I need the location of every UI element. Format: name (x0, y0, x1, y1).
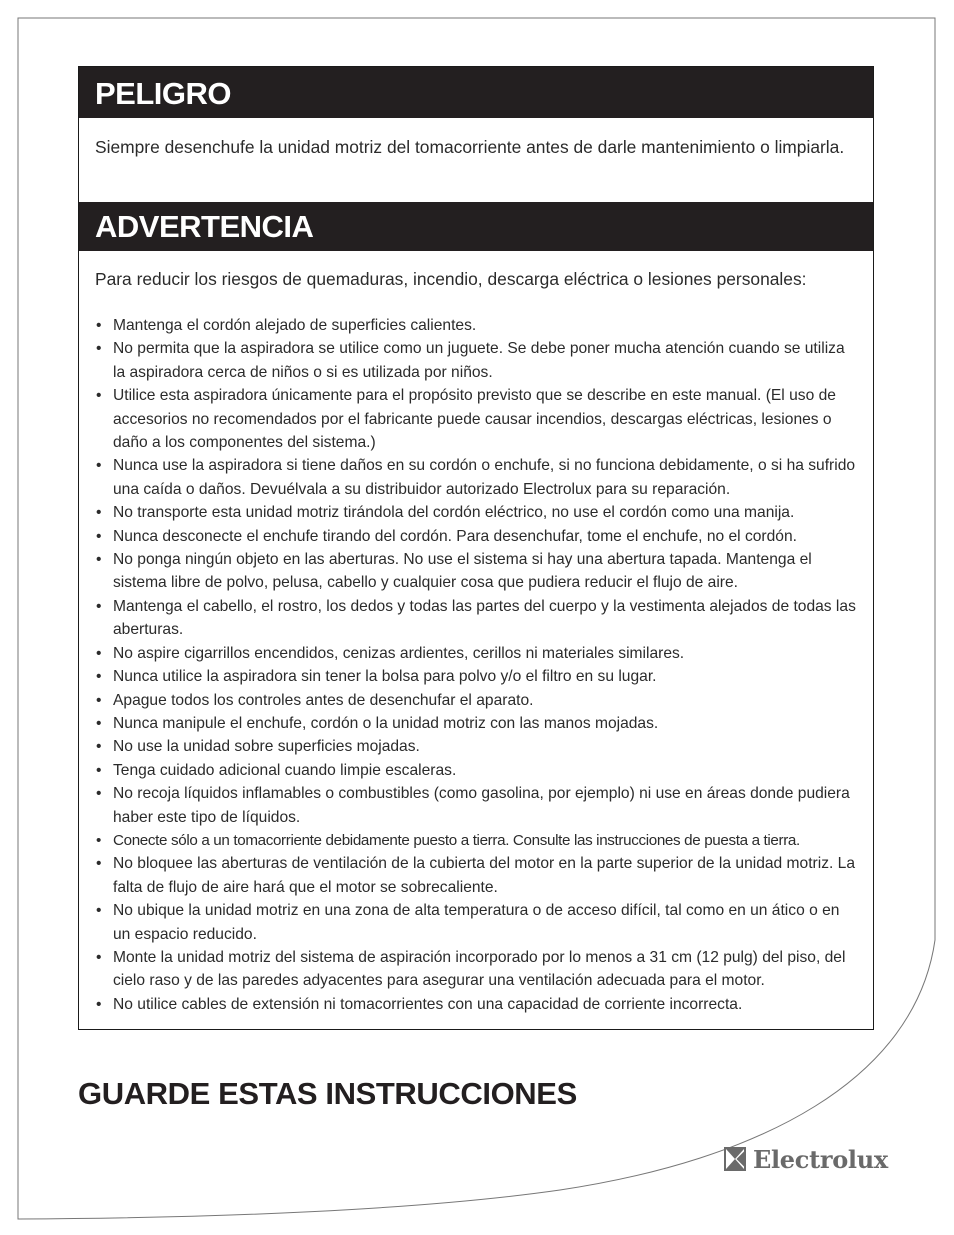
brand-name: Electrolux (753, 1144, 888, 1174)
list-item: • Monte la unidad motriz del sistema de aspiración incorporado por lo menos a 31 cm (12 pulg) del piso, del cielo raso y de las paredes adyacentes para asegurar una ventilación adecuada para el motor. (95, 946, 859, 993)
list-item: • Mantenga el cabello, el rostro, los dedos y todas las partes del cuerpo y la vestimenta alejados de todas las aberturas. (95, 595, 859, 642)
warning-heading: ADVERTENCIA (79, 202, 873, 251)
list-item: • No aspire cigarrillos encendidos, cenizas ardientes, cerillos ni materiales similares. (95, 642, 859, 665)
list-item: • Nunca use la aspiradora si tiene daños en su cordón o enchufe, si no funciona debidamente, o si ha sufrido una caída o daños. Devuélvala a su distribuidor autorizado Electrolux para su reparación. (95, 454, 859, 501)
list-item: • No ponga ningún objeto en las aberturas. No use el sistema si hay una abertura tapada. Mantenga el sistema libre de polvo, pelusa, cabello y cualquier cosa que pudiera reducir el flujo de aire. (95, 548, 859, 595)
list-item: • Nunca desconecte el enchufe tirando del cordón. Para desenchufar, tome el enchufe, no el cordón. (95, 525, 859, 548)
warning-intro: Para reducir los riesgos de quemaduras, incendio, descarga eléctrica o lesiones personales: (95, 269, 807, 289)
list-item: • No recoja líquidos inflamables o combustibles (como gasolina, por ejemplo) ni use en áreas donde pudiera haber este tipo de líquidos. (95, 782, 859, 829)
list-item: • No transporte esta unidad motriz tirándola del cordón eléctrico, no use el cordón como una manija. (95, 501, 859, 524)
list-item: • No use la unidad sobre superficies mojadas. (95, 735, 859, 758)
danger-text: Siempre desenchufe la unidad motriz del tomacorriente antes de darle mantenimiento o limpiarla. (95, 137, 845, 157)
list-item: • Nunca manipule el enchufe, cordón o la unidad motriz con las manos mojadas. (95, 712, 859, 735)
electrolux-logo (724, 1145, 888, 1173)
list-item: • No permita que la aspiradora se utilice como un juguete. Se debe poner mucha atención cuando se utiliza la aspiradora cerca de niños o si es utilizada por niños. (95, 337, 859, 384)
list-item: • Conecte sólo a un tomacorriente debidamente puesto a tierra. Consulte las instrucciones de puesta a tierra. (95, 829, 859, 852)
safety-notice-box (78, 66, 874, 1030)
list-item: • No bloquee las aberturas de ventilación de la cubierta del motor en la parte superior de la unidad motriz. La falta de flujo de aire hará que el motor se sobrecaliente. (95, 852, 859, 899)
list-item: • Nunca utilice la aspiradora sin tener la bolsa para polvo y/o el filtro en su lugar. (95, 665, 859, 688)
list-item: • Utilice esta aspiradora únicamente para el propósito previsto que se describe en este manual. (El uso de accesorios no recomendados por el fabricante puede causar incendios, descargas eléctricas, lesiones o daño a los componentes del sistema.) (95, 384, 859, 454)
list-item: • Tenga cuidado adicional cuando limpie escaleras. (95, 759, 859, 782)
save-instructions-title: GUARDE ESTAS INSTRUCCIONES (78, 1076, 577, 1111)
danger-heading: PELIGRO (79, 67, 873, 118)
warning-list (79, 314, 873, 1016)
list-item: • Apague todos los controles antes de desenchufar el aparato. (95, 689, 859, 712)
list-item: • Mantenga el cordón alejado de superficies calientes. (95, 314, 859, 337)
list-item: • No ubique la unidad motriz en una zona de alta temperatura o de acceso difícil, tal como en un ático o en un espacio reducido. (95, 899, 859, 946)
list-item: • No utilice cables de extensión ni tomacorrientes con una capacidad de corriente incorrecta. (95, 993, 859, 1016)
electrolux-logo-icon (724, 1147, 746, 1171)
